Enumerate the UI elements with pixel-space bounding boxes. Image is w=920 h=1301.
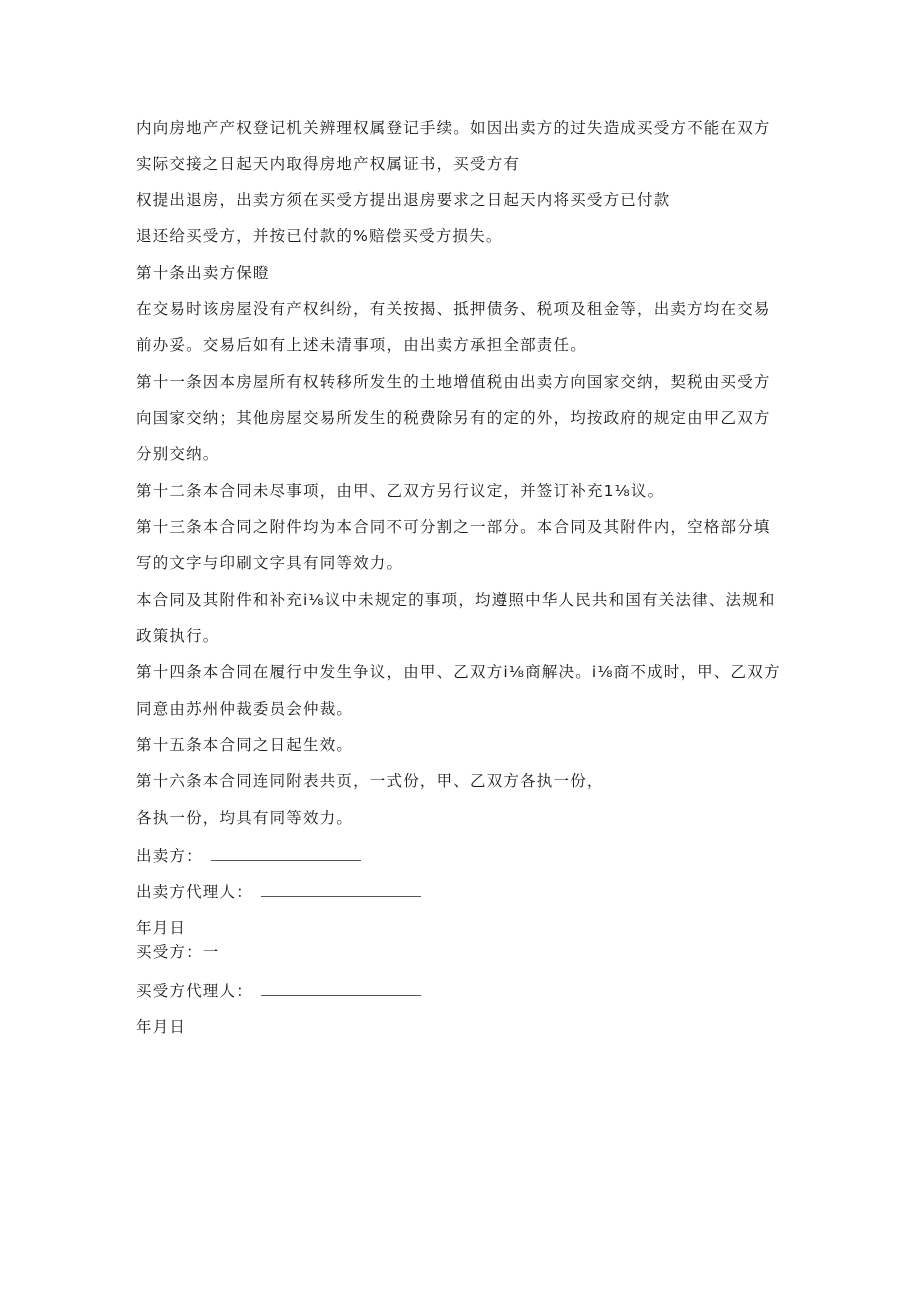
paragraph-line: 第十三条本合同之附件均为本合同不可分割之一部分。本合同及其附件内，空格部分填	[136, 518, 771, 536]
paragraph-line: 权提出退房，出卖方须在买受方提出退房要求之日起天内将买受方已付款	[136, 191, 671, 209]
seller-agent-signature-blank[interactable]	[261, 895, 421, 897]
buyer-label: 买受方：一	[136, 943, 220, 961]
paragraph-line: 退还给买受方，并按已付款的%赔偿买受方损失。	[136, 227, 503, 245]
paragraph-line: 第十一条因本房屋所有权转移所发生的土地增值税由出卖方向国家交纳，契税由买受方	[136, 373, 771, 391]
paragraph-line: 分别交纳。	[136, 445, 220, 463]
paragraph-line: 政策执行。	[136, 627, 220, 645]
article-heading: 第十条出卖方保瞪	[136, 264, 270, 282]
paragraph-line: 内向房地产产权登记机关辨理权属登记手续。如因出卖方的过失造成买受方不能在双方	[136, 119, 771, 137]
buyer-date: 年月日	[136, 1018, 187, 1036]
paragraph-line: 各执一份，均具有同等效力。	[136, 809, 354, 827]
seller-signature-blank[interactable]	[211, 859, 361, 861]
paragraph-line: 向国家交纳；其他房屋交易所发生的税费除另有的定的外，均按政府的规定由甲乙双方	[136, 409, 771, 427]
paragraph-line: 在交易时该房屋没有产权纠纷，有关按揭、抵押债务、税项及租金等，出卖方均在交易	[136, 300, 771, 318]
buyer-agent-label: 买受方代理人：	[136, 982, 253, 1000]
seller-date: 年月日	[136, 919, 187, 937]
buyer-agent-signature-row	[136, 981, 421, 1001]
paragraph-line: 前办妥。交易后如有上述未清事项，由出卖方承担全部责任。	[136, 336, 587, 354]
paragraph-line: 实际交接之日起天内取得房地产权属证书，买受方有	[136, 155, 521, 173]
paragraph-line: 第十六条本合同连同附表共页，一式份，甲、乙双方各执一份，	[136, 772, 604, 790]
paragraph-line: 同意由苏州仲裁委员会仲裁。	[136, 700, 354, 718]
paragraph-line: 本合同及其附件和补充i⅛议中未规定的事项，均遵照中华人民共和国有关法律、法规和	[136, 591, 776, 609]
seller-agent-signature-row	[136, 882, 421, 902]
seller-agent-label: 出卖方代理人：	[136, 883, 253, 901]
paragraph-line: 写的文字与印刷文字具有同等效力。	[136, 554, 404, 572]
seller-signature-row	[136, 846, 361, 866]
paragraph-line: 第十五条本合同之日起生效。	[136, 736, 354, 754]
paragraph-line: 第十二条本合同未尽事项，由甲、乙双方另行议定，并签订补充1⅛议。	[136, 482, 665, 500]
paragraph-line: 第十四条本合同在履行中发生争议，由甲、乙双方i⅛商解决。i⅛商不成时，甲、乙双方	[136, 663, 781, 681]
buyer-agent-signature-blank[interactable]	[261, 994, 421, 996]
seller-label: 出卖方：	[136, 847, 203, 865]
